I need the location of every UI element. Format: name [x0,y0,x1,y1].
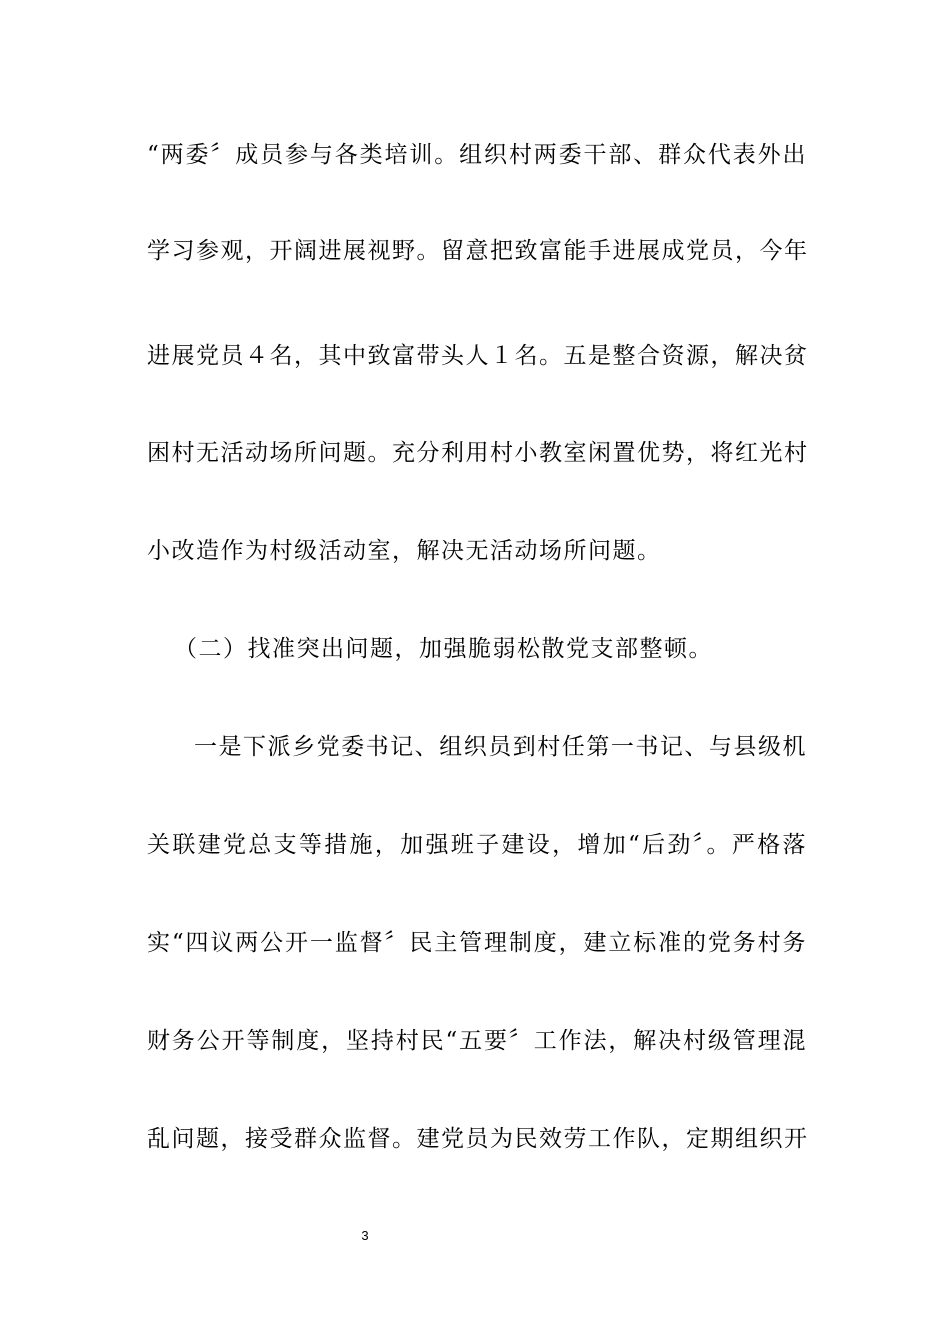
section-heading: （二）找准突出问题，加强脆弱松散党支部整顿。 [174,636,713,662]
paragraph-line: 学习参观，开阔进展视野。留意把致富能手进展成党员，今年 [147,238,809,264]
paragraph-line: 小改造作为村级活动室，解决无活动场所问题。 [147,538,662,564]
paragraph-line: 一是下派乡党委书记、组织员到村任第一书记、与县级机 [194,734,807,760]
page-number: 3 [361,1228,369,1243]
paragraph-line: 关联建党总支等措施，加强班子建设，增加“后劲〞。严格落 [147,832,807,858]
paragraph-line: 实“四议两公开一监督〞民主管理制度，建立标准的党务村务 [147,930,807,956]
paragraph-line: 进展党员４名，其中致富带头人１名。五是整合资源，解决贫 [147,343,809,369]
paragraph-line: 乱问题，接受群众监督。建党员为民效劳工作队，定期组织开 [147,1126,809,1152]
paragraph-line: 财务公开等制度，坚持村民“五要〞工作法，解决村级管理混 [147,1028,807,1054]
paragraph-line: 困村无活动场所问题。充分利用村小教室闲置优势，将红光村 [147,440,809,466]
paragraph-line: “两委〞成员参与各类培训。组织村两委干部、群众代表外出 [147,142,807,168]
